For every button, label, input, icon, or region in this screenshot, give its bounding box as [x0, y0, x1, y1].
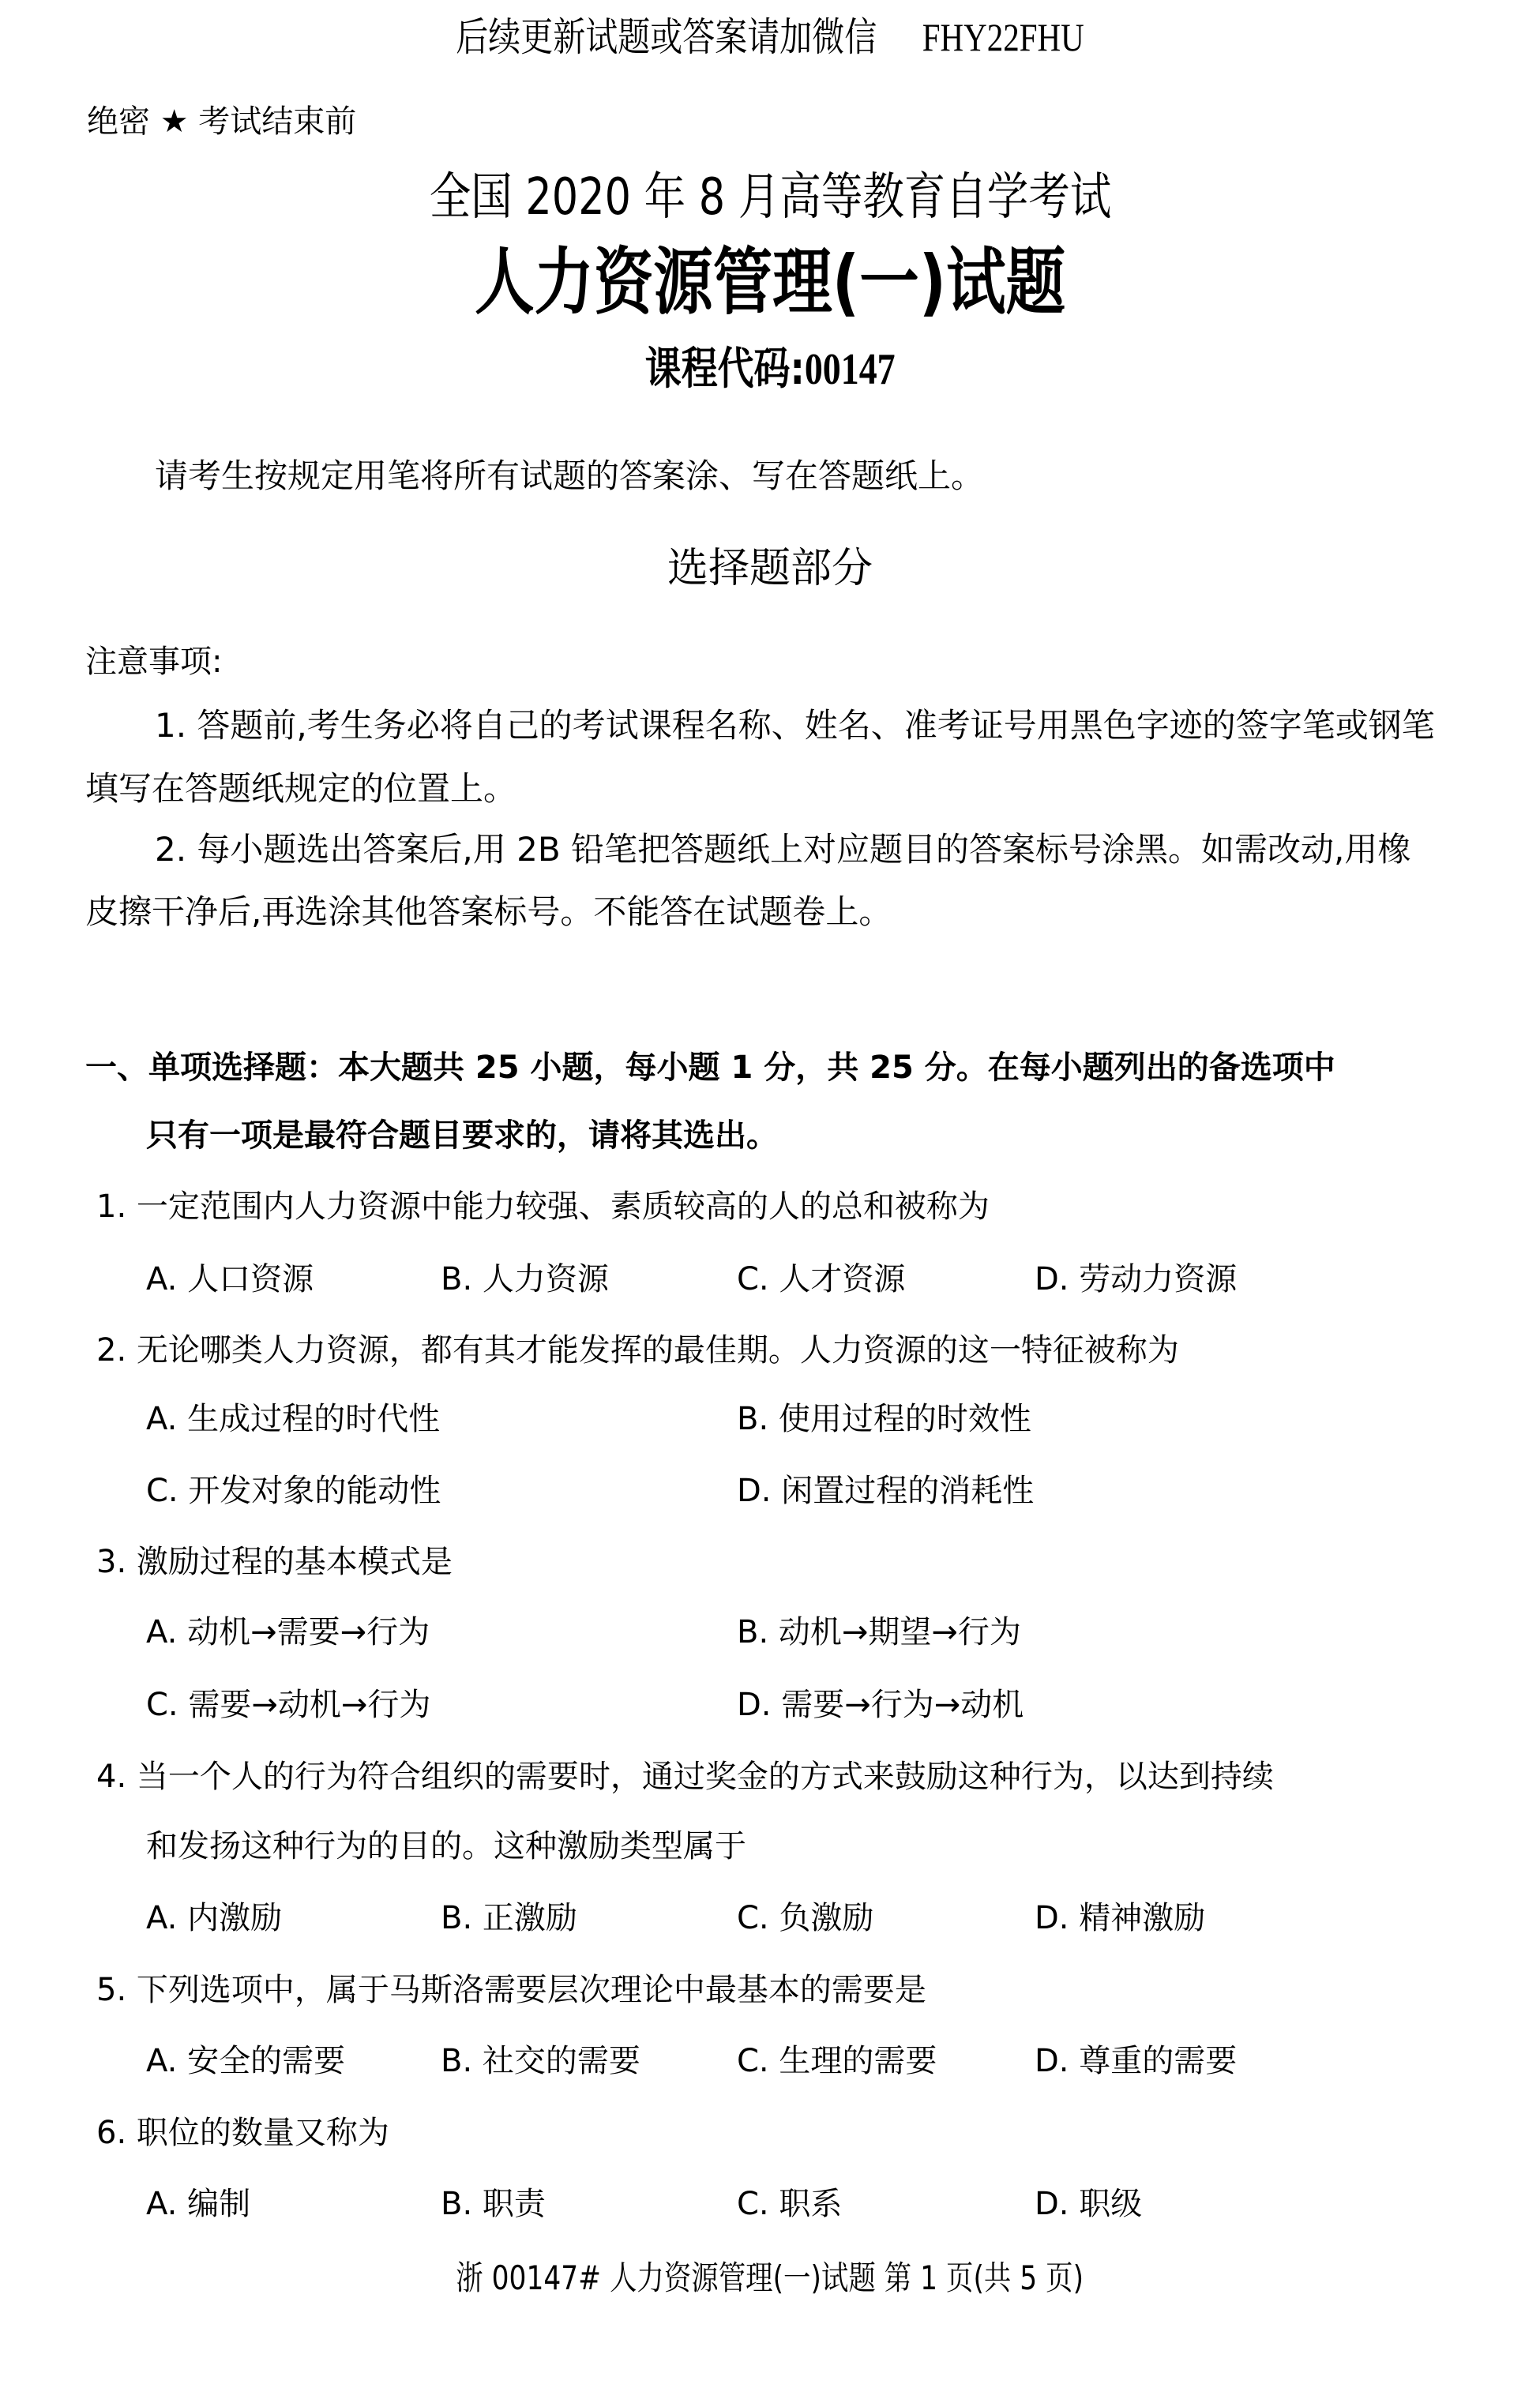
question-4-stem: 4. 当一个人的行为符合组织的需要时，通过奖金的方式来鼓励这种行为，以达到持续 — [96, 1759, 1274, 1795]
note-2-line-1: 2. 每小题选出答案后,用 2B 铅笔把答题纸上对应题目的答案标号涂黑。如需改动,用橡 — [155, 830, 1411, 869]
question-4-option-b: B. 正激励 — [441, 1900, 577, 1936]
question-5-option-a: A. 安全的需要 — [146, 2043, 346, 2079]
watermark-code: FHY22FHU — [922, 15, 1084, 59]
note-1-line-2: 填写在答题纸规定的位置上。 — [85, 769, 517, 808]
notes-heading: 注意事项: — [85, 644, 223, 680]
question-6-option-a: A. 编制 — [146, 2186, 251, 2222]
question-4-option-c: C. 负激励 — [737, 1900, 874, 1936]
course-code-label: 课程代码: — [644, 344, 805, 395]
question-2-option-d: D. 闲置过程的消耗性 — [737, 1473, 1035, 1509]
question-4-option-a: A. 内激励 — [146, 1900, 283, 1936]
watermark-header — [0, 17, 1540, 57]
course-code-value: 00147 — [804, 345, 896, 394]
page-footer: 浙 00147# 人力资源管理(一)试题 第 1 页(共 5 页) — [456, 2258, 1084, 2297]
exam-title: 全国 2020 年 8 月高等教育自学考试 — [429, 168, 1111, 227]
section-heading-line-2: 只有一项是最符合题目要求的，请将其选出。 — [146, 1117, 778, 1154]
question-3-stem: 3. 激励过程的基本模式是 — [96, 1544, 453, 1580]
question-5-stem: 5. 下列选项中，属于马斯洛需要层次理论中最基本的需要是 — [96, 1972, 926, 2008]
part-title: 选择题部分 — [667, 545, 873, 592]
subject-title: 人力资源管理(一)试题 — [475, 240, 1065, 325]
question-4-stem-line-2: 和发扬这种行为的目的。这种激励类型属于 — [146, 1828, 746, 1864]
question-1-stem: 1. 一定范围内人力资源中能力较强、素质较高的人的总和被称为 — [96, 1188, 990, 1225]
question-3-option-a: A. 动机→需要→行为 — [146, 1614, 430, 1650]
section-heading-line-1: 一、单项选择题：本大题共 25 小题，每小题 1 分，共 25 分。在每小题列出的备选项中 — [85, 1049, 1335, 1086]
question-4-option-d: D. 精神激励 — [1035, 1900, 1206, 1936]
question-3-option-d: D. 需要→行为→动机 — [737, 1687, 1024, 1723]
question-1-option-d: D. 劳动力资源 — [1035, 1261, 1238, 1297]
question-6-stem: 6. 职位的数量又称为 — [96, 2115, 389, 2151]
question-5-option-d: D. 尊重的需要 — [1035, 2043, 1238, 2079]
question-2-stem: 2. 无论哪类人力资源，都有其才能发挥的最佳期。人力资源的这一特征被称为 — [96, 1332, 1179, 1369]
question-2-option-b: B. 使用过程的时效性 — [737, 1401, 1031, 1437]
question-6-option-d: D. 职级 — [1035, 2186, 1143, 2222]
question-5-option-b: B. 社交的需要 — [441, 2043, 640, 2079]
watermark-text: 后续更新试题或答案请加微信 — [456, 15, 877, 59]
note-1-line-1: 1. 答题前,考生务必将自己的考试课程名称、姓名、准考证号用黑色字迹的签字笔或钢笔 — [155, 706, 1435, 745]
general-instruction: 请考生按规定用笔将所有试题的答案涂、写在答题纸上。 — [155, 456, 985, 495]
question-3-option-b: B. 动机→期望→行为 — [737, 1614, 1021, 1650]
question-2-option-c: C. 开发对象的能动性 — [146, 1473, 441, 1509]
question-1-option-c: C. 人才资源 — [737, 1261, 906, 1297]
course-code — [0, 344, 1540, 395]
question-3-option-c: C. 需要→动机→行为 — [146, 1687, 431, 1723]
question-1-option-a: A. 人口资源 — [146, 1261, 314, 1297]
question-1-option-b: B. 人力资源 — [441, 1261, 609, 1297]
question-6-option-b: B. 职责 — [441, 2186, 546, 2222]
question-5-option-c: C. 生理的需要 — [737, 2043, 937, 2079]
confidential-label: 绝密 ★ 考试结束前 — [87, 103, 357, 140]
question-2-option-a: A. 生成过程的时代性 — [146, 1401, 441, 1437]
note-2-line-2: 皮擦干净后,再选涂其他答案标号。不能答在试题卷上。 — [85, 892, 892, 931]
question-6-option-c: C. 职系 — [737, 2186, 843, 2222]
